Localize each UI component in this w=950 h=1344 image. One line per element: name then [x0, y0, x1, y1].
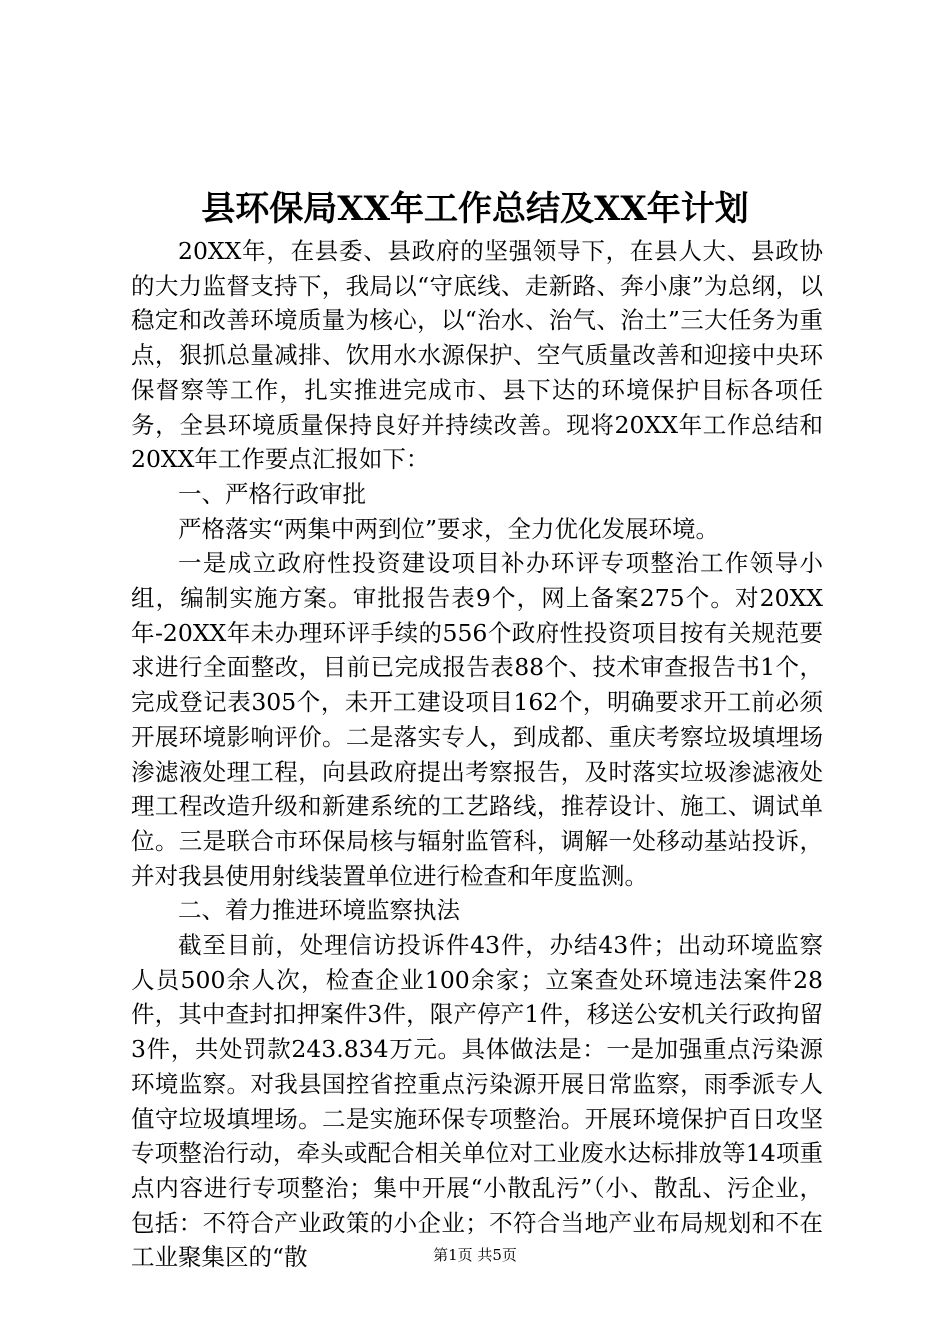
paragraph-intro: 20XX年，在县委、县政府的坚强领导下，在县人大、县政协的大力监督支持下，我局以“守底线、走新路、奔小康”为总纲，以稳定和改善环境质量为核心，以“治水、治气、治土”三大任务为重点，狠抓总量减排、饮用水水源保护、空气质量改善和迎接中央环保督察等工作，扎实推进完成市、县下达的环境保护目标各项任务，全县环境质量保持良好并持续改善。现将20XX年工作总结和20XX年工作要点汇报如下： [131, 237, 823, 474]
page-number-footer: 第1页 共5页 [433, 1246, 517, 1264]
section-heading-2: 二、着力推进环境监察执法 [178, 896, 460, 925]
paragraph-requirement: 严格落实“两集中两到位”要求，全力优化发展环境。 [178, 514, 720, 543]
paragraph-approval-details: 一是成立政府性投资建设项目补办环评专项整治工作领导小组，编制实施方案。审批报告表9个，网上备案275个。对20XX年-20XX年未办理环评手续的556个政府性投资项目按有关规范要求进行全面整改，目前已完成报告表88个、技术审查报告书1个，完成登记表305个，未开工建设项目162个，明确要求开工前必须开展环境影响评价。二是落实专人，到成都、重庆考察垃圾填埋场渗滤液处理工程，向县政府提出考察报告，及时落实垃圾渗滤液处理工程改造升级和新建系统的工艺路线，推荐设计、施工、调试单位。三是联合市环保局核与辐射监管科，调解一处移动基站投诉，并对我县使用射线装置单位进行检查和年度监测。 [131, 549, 823, 890]
section-heading-1: 一、严格行政审批 [178, 479, 366, 508]
paragraph-enforcement-details: 截至目前，处理信访投诉件43件，办结43件；出动环境监察人员500余人次，检查企业100余家；立案查处环境违法案件28件，其中查封扣押案件3件，限产停产1件，移送公安机关行政拘留3件，共处罚款243.834万元。具体做法是：一是加强重点污染源环境监察。对我县国控省控重点污染源开展日常监察，雨季派专人值守垃圾填埋场。二是实施环保专项整治。开展环境保护百日攻坚专项整治行动，牵头或配合相关单位对工业废水达标排放等14项重点内容进行专项整治；集中开展“小散乱污”（小、散乱、污企业，包括：不符合产业政策的小企业；不符合当地产业布局规划和不在工业聚集区的“散 [131, 931, 823, 1272]
document-body [131, 234, 823, 1275]
document-title: 县环保局XX年工作总结及XX年计划 [201, 189, 749, 229]
